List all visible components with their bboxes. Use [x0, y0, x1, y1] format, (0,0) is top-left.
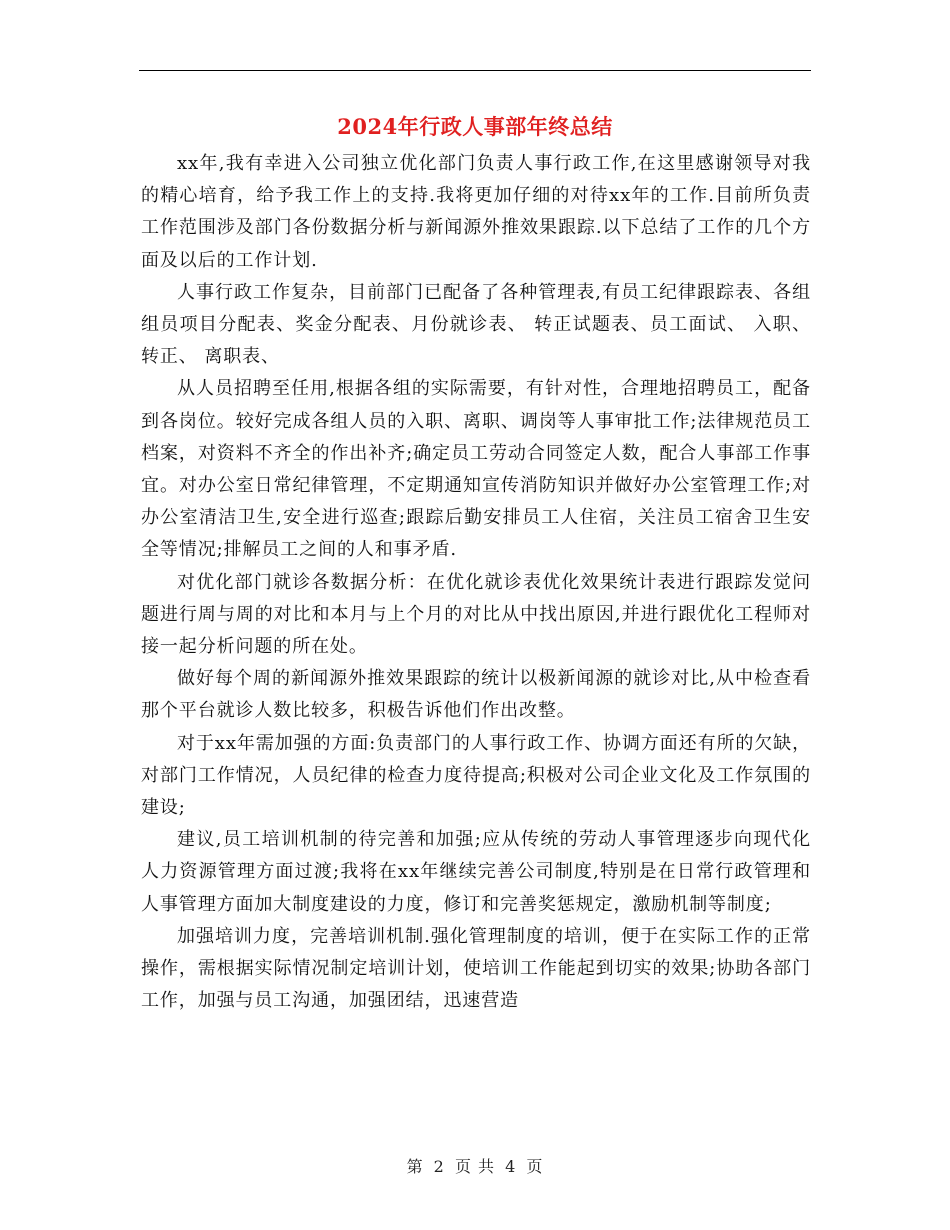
footer-suffix: 页 [526, 1157, 544, 1176]
current-page-number: 2 [433, 1157, 445, 1176]
paragraph-improvements: 对于xx年需加强的方面:负责部门的人事行政工作、协调方面还有所的欠缺，对部门工作情况，人员纪律的检查力度待提高;积极对公司企业文化及工作氛围的建设; [141, 732, 811, 819]
paragraph-intro: xx年,我有幸进入公司独立优化部门负责人事行政工作,在这里感谢领导对我的精心培育，给予我工作上的支持.我将更加仔细的对待xx年的工作.目前所负责工作范围涉及部门各份数据分析与新闻源外推效果跟踪.以下总结了工作的几个方面及以后的工作计划. [141, 153, 811, 271]
paragraph-management-forms: 人事行政工作复杂，目前部门已配备了各种管理表,有员工纪律跟踪表、各组组员项目分配表、奖金分配表、月份就诊表、 转正试题表、员工面试、 入职、 转正、 离职表、 [141, 281, 811, 368]
paragraph-suggestions: 建议,员工培训机制的待完善和加强;应从传统的劳动人事管理逐步向现代化人力资源管理方面过渡;我将在xx年继续完善公司制度,特别是在日常行政管理和人事管理方面加大制度建设的力度，修订和完善奖惩规定，激励机制等制度; [141, 829, 811, 915]
header-rule [139, 70, 811, 71]
page-footer [0, 1154, 950, 1177]
document-title: 2024年行政人事部年终总结 [337, 114, 613, 139]
paragraph-data-analysis: 对优化部门就诊各数据分析：在优化就诊表优化效果统计表进行跟踪发觉问题进行周与周的对比和本月与上个月的对比从中找出原因,并进行跟优化工程师对接一起分析问题的所在处。 [141, 571, 811, 658]
paragraph-training: 加强培训力度，完善培训机制.强化管理制度的培训，便于在实际工作的正常操作，需根据实际情况制定培训计划，使培训工作能起到切实的效果;协助各部门工作，加强与员工沟通，加强团结，迅速营造 [141, 925, 811, 1012]
paragraph-news-tracking: 做好每个周的新闻源外推效果跟踪的统计以极新闻源的就诊对比,从中检查看那个平台就诊人数比较多，积极告诉他们作出改整。 [141, 668, 811, 722]
total-page-count: 4 [505, 1157, 517, 1176]
paragraph-recruitment: 从人员招聘至任用,根据各组的实际需要，有针对性，合理地招聘员工，配备到各岗位。较好完成各组人员的入职、离职、调岗等人事审批工作;法律规范员工档案，对资料不齐全的作出补齐;确定员工劳动合同签定人数，配合人事部工作事宜。对办公室日常纪律管理，不定期通知宣传消防知识并做好办公室管理工作;对办公室清洁卫生,安全进行巡查;跟踪后勤安排员工人住宿，关注员工宿舍卫生安全等情况;排解员工之间的人和事矛盾. [141, 378, 811, 561]
footer-prefix: 第 [406, 1157, 424, 1176]
footer-middle: 页 共 [454, 1157, 496, 1176]
document-body [141, 148, 811, 1017]
